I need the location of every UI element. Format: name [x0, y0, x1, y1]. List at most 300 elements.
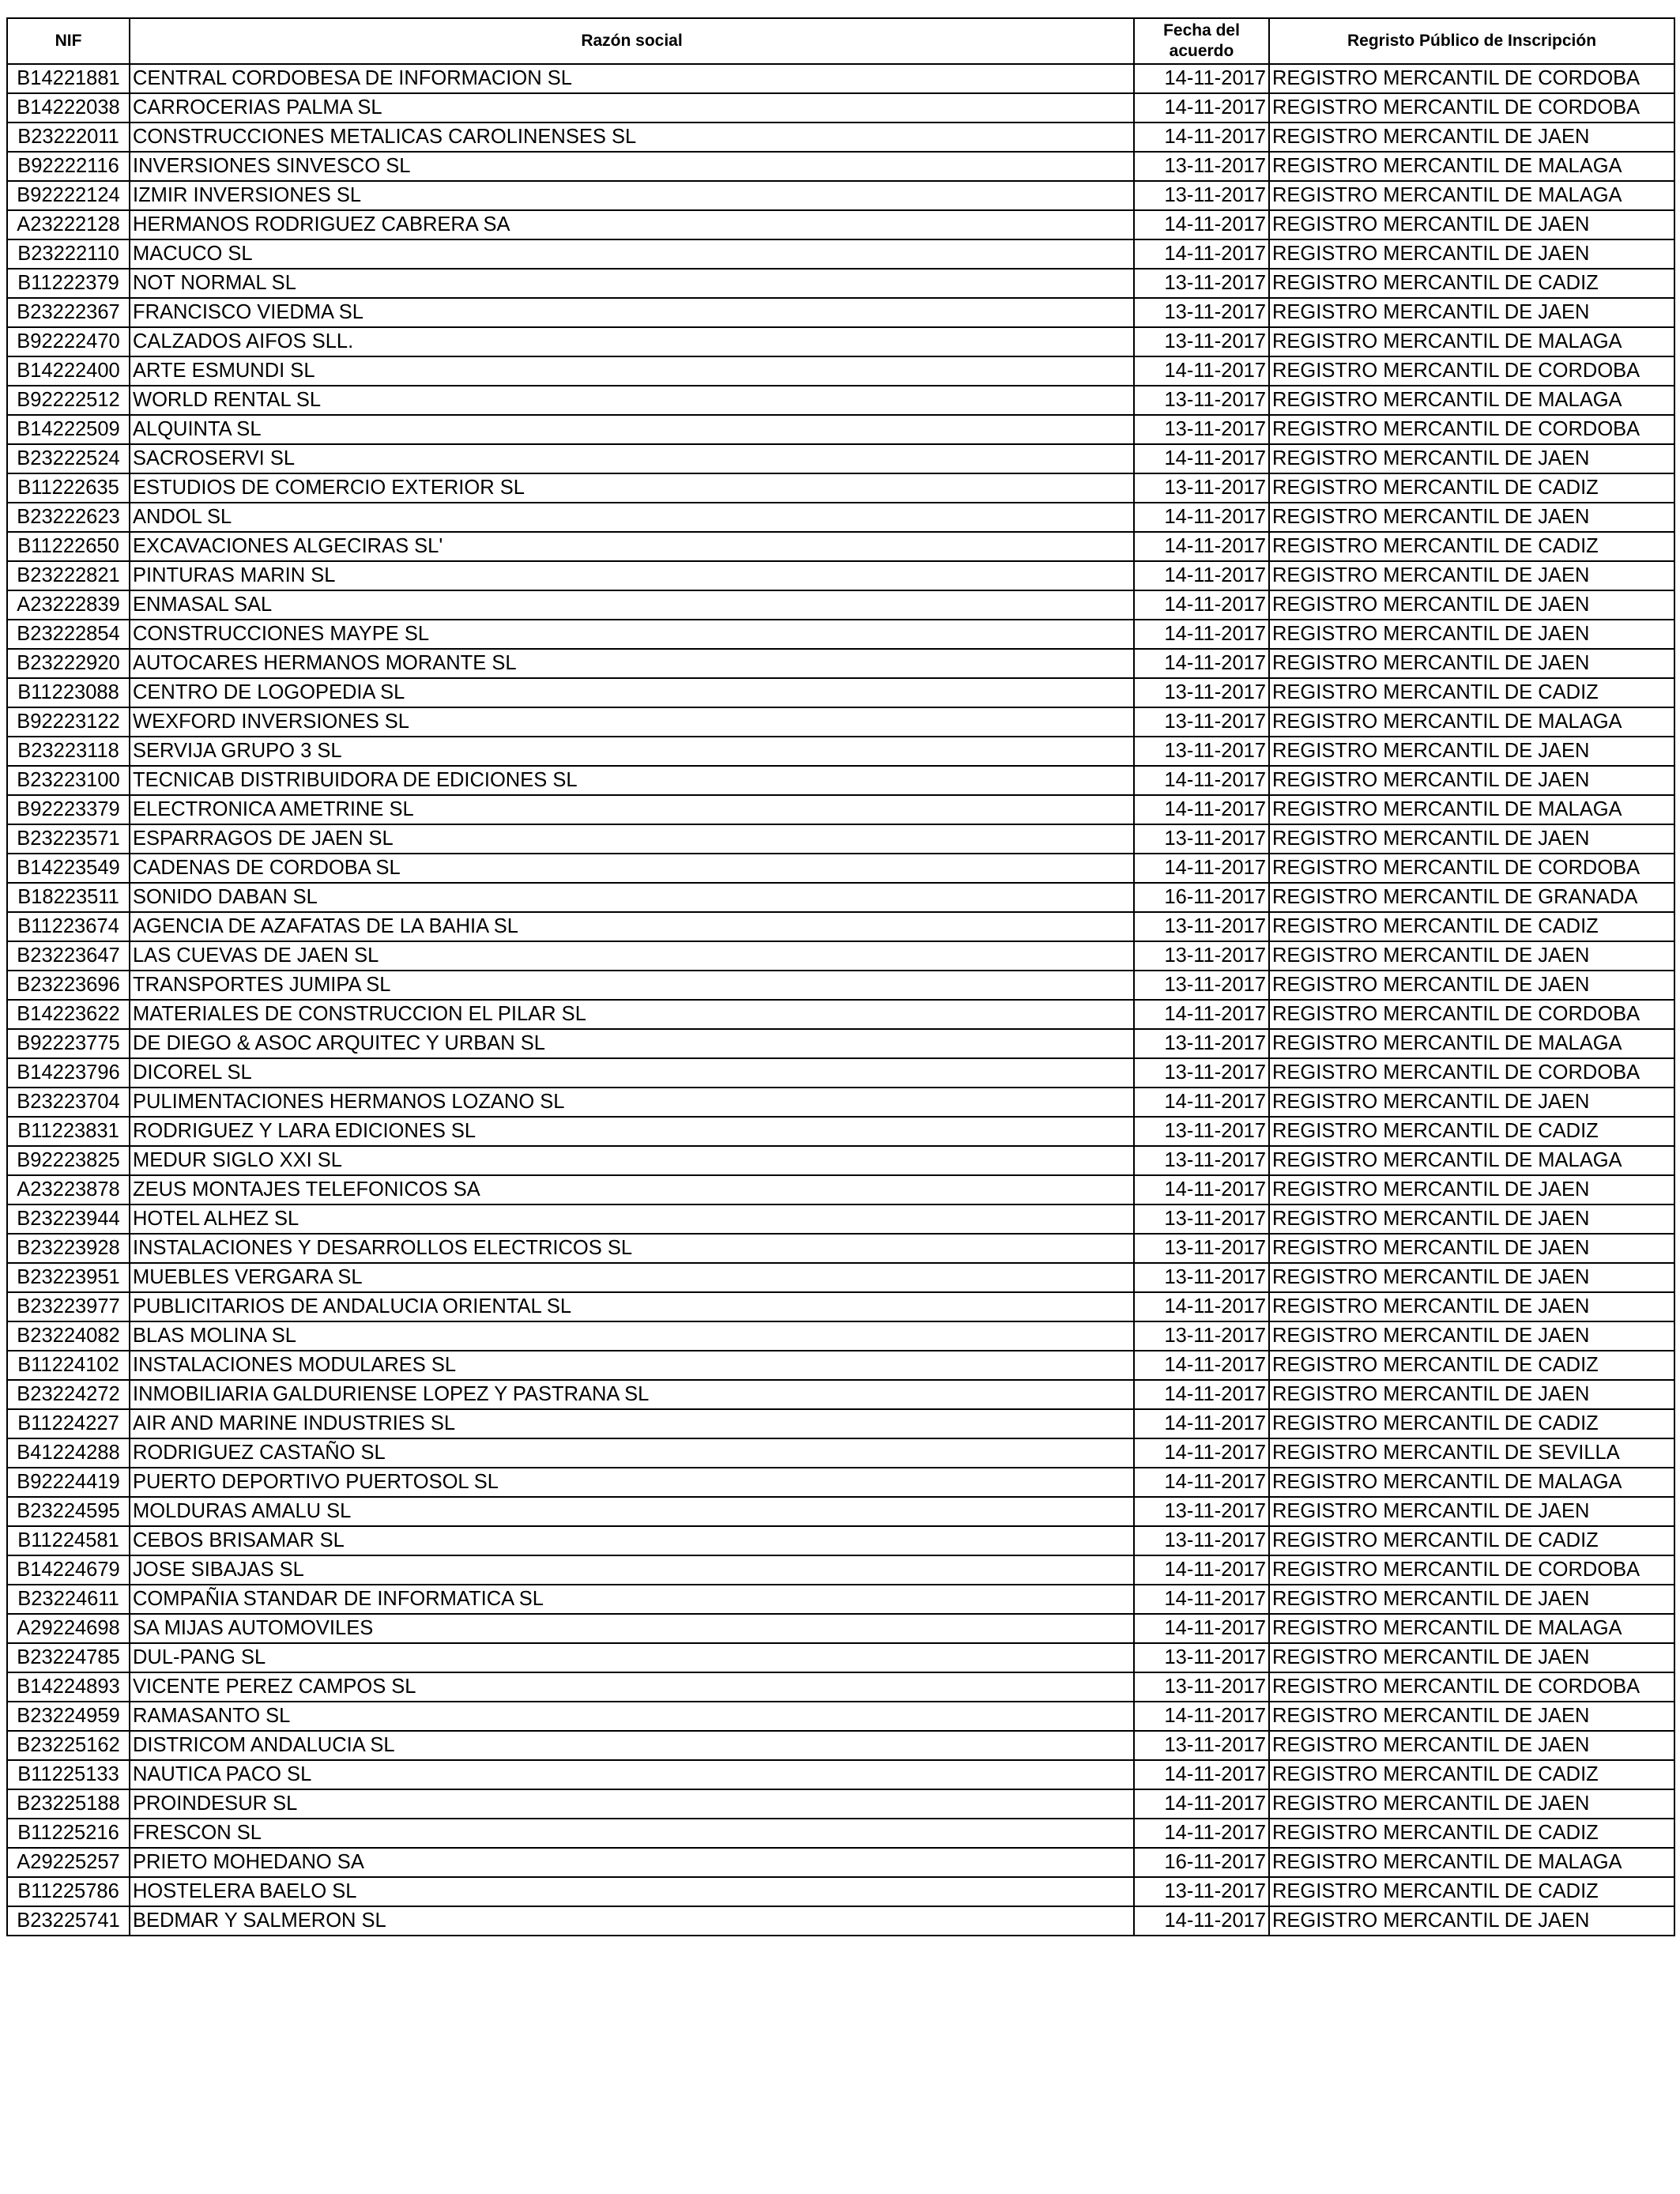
cell-razon-social: ANDOL SL: [130, 503, 1134, 532]
cell-registro: REGISTRO MERCANTIL DE CORDOBA: [1269, 1555, 1674, 1585]
table-row: [7, 152, 1674, 181]
cell-fecha: 14-11-2017: [1134, 93, 1269, 123]
table-row: [7, 1204, 1674, 1234]
table-row: [7, 590, 1674, 620]
header-fecha-acuerdo: [1134, 18, 1269, 64]
cell-nif: B92223775: [7, 1029, 130, 1058]
cell-fecha: 14-11-2017: [1134, 1409, 1269, 1438]
table-row: [7, 503, 1674, 532]
cell-razon-social: DISTRICOM ANDALUCIA SL: [130, 1731, 1134, 1760]
cell-fecha: 16-11-2017: [1134, 1848, 1269, 1877]
cell-razon-social: WORLD RENTAL SL: [130, 386, 1134, 415]
table-row: [7, 1672, 1674, 1702]
cell-registro: REGISTRO MERCANTIL DE MALAGA: [1269, 152, 1674, 181]
cell-nif: B23224959: [7, 1702, 130, 1731]
cell-registro: REGISTRO MERCANTIL DE JAEN: [1269, 620, 1674, 649]
header-row: [7, 18, 1674, 64]
cell-registro: REGISTRO MERCANTIL DE JAEN: [1269, 1906, 1674, 1936]
cell-registro: REGISTRO MERCANTIL DE JAEN: [1269, 1204, 1674, 1234]
cell-razon-social: ARTE ESMUNDI SL: [130, 356, 1134, 386]
cell-registro: REGISTRO MERCANTIL DE JAEN: [1269, 1731, 1674, 1760]
cell-razon-social: CENTRAL CORDOBESA DE INFORMACION SL: [130, 64, 1134, 93]
table-row: [7, 707, 1674, 737]
cell-fecha: 13-11-2017: [1134, 386, 1269, 415]
header-fecha-line2: acuerdo: [1169, 42, 1234, 60]
cell-nif: B92223825: [7, 1146, 130, 1175]
cell-fecha: 14-11-2017: [1134, 1819, 1269, 1848]
cell-registro: REGISTRO MERCANTIL DE CORDOBA: [1269, 64, 1674, 93]
cell-nif: B11222379: [7, 269, 130, 298]
cell-razon-social: SERVIJA GRUPO 3 SL: [130, 737, 1134, 766]
table-row: [7, 1643, 1674, 1672]
cell-registro: REGISTRO MERCANTIL DE JAEN: [1269, 941, 1674, 971]
table-row: [7, 1906, 1674, 1936]
cell-fecha: 13-11-2017: [1134, 1643, 1269, 1672]
cell-fecha: 14-11-2017: [1134, 1175, 1269, 1204]
table-row: [7, 561, 1674, 590]
table-row: [7, 971, 1674, 1000]
cell-nif: B11225786: [7, 1877, 130, 1906]
cell-razon-social: RODRIGUEZ CASTAÑO SL: [130, 1438, 1134, 1468]
cell-registro: REGISTRO MERCANTIL DE CADIZ: [1269, 912, 1674, 941]
cell-registro: REGISTRO MERCANTIL DE CORDOBA: [1269, 415, 1674, 444]
cell-nif: B23225188: [7, 1789, 130, 1819]
cell-registro: REGISTRO MERCANTIL DE CADIZ: [1269, 1117, 1674, 1146]
cell-nif: B14223549: [7, 854, 130, 883]
cell-nif: B23223571: [7, 824, 130, 854]
cell-nif: B23224272: [7, 1380, 130, 1409]
cell-registro: REGISTRO MERCANTIL DE JAEN: [1269, 1380, 1674, 1409]
cell-fecha: 13-11-2017: [1134, 1204, 1269, 1234]
cell-fecha: 13-11-2017: [1134, 1497, 1269, 1526]
cell-fecha: 13-11-2017: [1134, 678, 1269, 707]
cell-nif: A29224698: [7, 1614, 130, 1643]
cell-nif: B23223977: [7, 1292, 130, 1321]
cell-fecha: 13-11-2017: [1134, 912, 1269, 941]
cell-fecha: 13-11-2017: [1134, 415, 1269, 444]
table-row: [7, 1760, 1674, 1789]
cell-registro: REGISTRO MERCANTIL DE JAEN: [1269, 444, 1674, 473]
cell-fecha: 13-11-2017: [1134, 298, 1269, 327]
cell-nif: B11225133: [7, 1760, 130, 1789]
cell-razon-social: CENTRO DE LOGOPEDIA SL: [130, 678, 1134, 707]
table-row: [7, 737, 1674, 766]
cell-registro: REGISTRO MERCANTIL DE CORDOBA: [1269, 93, 1674, 123]
cell-registro: REGISTRO MERCANTIL DE SEVILLA: [1269, 1438, 1674, 1468]
cell-fecha: 13-11-2017: [1134, 1263, 1269, 1292]
table-row: [7, 1058, 1674, 1088]
cell-fecha: 14-11-2017: [1134, 1438, 1269, 1468]
header-fecha-line1: Fecha del: [1163, 21, 1240, 40]
cell-nif: B41224288: [7, 1438, 130, 1468]
cell-razon-social: ZEUS MONTAJES TELEFONICOS SA: [130, 1175, 1134, 1204]
cell-nif: B23222110: [7, 239, 130, 269]
cell-razon-social: CONSTRUCCIONES MAYPE SL: [130, 620, 1134, 649]
cell-razon-social: SACROSERVI SL: [130, 444, 1134, 473]
cell-fecha: 14-11-2017: [1134, 239, 1269, 269]
cell-registro: REGISTRO MERCANTIL DE MALAGA: [1269, 1468, 1674, 1497]
cell-razon-social: JOSE SIBAJAS SL: [130, 1555, 1134, 1585]
table-row: [7, 356, 1674, 386]
cell-registro: REGISTRO MERCANTIL DE MALAGA: [1269, 707, 1674, 737]
cell-fecha: 14-11-2017: [1134, 1468, 1269, 1497]
cell-razon-social: VICENTE PEREZ CAMPOS SL: [130, 1672, 1134, 1702]
cell-razon-social: CEBOS BRISAMAR SL: [130, 1526, 1134, 1555]
cell-fecha: 13-11-2017: [1134, 1146, 1269, 1175]
cell-nif: B92224419: [7, 1468, 130, 1497]
cell-fecha: 13-11-2017: [1134, 1877, 1269, 1906]
cell-fecha: 14-11-2017: [1134, 64, 1269, 93]
table-row: [7, 1263, 1674, 1292]
table-row: [7, 649, 1674, 678]
cell-fecha: 13-11-2017: [1134, 1731, 1269, 1760]
cell-razon-social: HOTEL ALHEZ SL: [130, 1204, 1134, 1234]
table-row: [7, 620, 1674, 649]
cell-fecha: 14-11-2017: [1134, 123, 1269, 152]
cell-fecha: 14-11-2017: [1134, 444, 1269, 473]
cell-nif: B23222821: [7, 561, 130, 590]
cell-razon-social: FRANCISCO VIEDMA SL: [130, 298, 1134, 327]
cell-nif: B23222367: [7, 298, 130, 327]
table-row: [7, 912, 1674, 941]
cell-registro: REGISTRO MERCANTIL DE JAEN: [1269, 1088, 1674, 1117]
cell-registro: REGISTRO MERCANTIL DE CADIZ: [1269, 1819, 1674, 1848]
cell-registro: REGISTRO MERCANTIL DE JAEN: [1269, 1497, 1674, 1526]
cell-registro: REGISTRO MERCANTIL DE JAEN: [1269, 1585, 1674, 1614]
cell-razon-social: CADENAS DE CORDOBA SL: [130, 854, 1134, 883]
cell-razon-social: HOSTELERA BAELO SL: [130, 1877, 1134, 1906]
table-row: [7, 1380, 1674, 1409]
cell-fecha: 13-11-2017: [1134, 824, 1269, 854]
cell-razon-social: AUTOCARES HERMANOS MORANTE SL: [130, 649, 1134, 678]
cell-razon-social: INVERSIONES SINVESCO SL: [130, 152, 1134, 181]
cell-nif: B14222509: [7, 415, 130, 444]
table-row: [7, 678, 1674, 707]
table-row: [7, 1175, 1674, 1204]
cell-razon-social: AGENCIA DE AZAFATAS DE LA BAHIA SL: [130, 912, 1134, 941]
cell-razon-social: BEDMAR Y SALMERON SL: [130, 1906, 1134, 1936]
cell-nif: B23223118: [7, 737, 130, 766]
table-row: [7, 1468, 1674, 1497]
table-row: [7, 1731, 1674, 1760]
cell-nif: B23223704: [7, 1088, 130, 1117]
table-row: [7, 1497, 1674, 1526]
cell-nif: B14224893: [7, 1672, 130, 1702]
cell-nif: B14224679: [7, 1555, 130, 1585]
cell-registro: REGISTRO MERCANTIL DE CADIZ: [1269, 1351, 1674, 1380]
cell-razon-social: MUEBLES VERGARA SL: [130, 1263, 1134, 1292]
cell-registro: REGISTRO MERCANTIL DE JAEN: [1269, 649, 1674, 678]
cell-registro: REGISTRO MERCANTIL DE MALAGA: [1269, 795, 1674, 824]
table-row: [7, 795, 1674, 824]
cell-fecha: 14-11-2017: [1134, 1702, 1269, 1731]
table-row: [7, 1555, 1674, 1585]
cell-razon-social: RAMASANTO SL: [130, 1702, 1134, 1731]
registry-table: [6, 17, 1675, 1936]
table-body: [7, 64, 1674, 1936]
cell-registro: REGISTRO MERCANTIL DE JAEN: [1269, 1292, 1674, 1321]
cell-razon-social: IZMIR INVERSIONES SL: [130, 181, 1134, 210]
table-row: [7, 1819, 1674, 1848]
header-razon-social: Razón social: [130, 18, 1134, 64]
cell-razon-social: INSTALACIONES Y DESARROLLOS ELECTRICOS SL: [130, 1234, 1134, 1263]
cell-razon-social: TRANSPORTES JUMIPA SL: [130, 971, 1134, 1000]
cell-razon-social: MEDUR SIGLO XXI SL: [130, 1146, 1134, 1175]
table-row: [7, 941, 1674, 971]
cell-registro: REGISTRO MERCANTIL DE CORDOBA: [1269, 854, 1674, 883]
header-nif: NIF: [7, 18, 130, 64]
cell-registro: REGISTRO MERCANTIL DE JAEN: [1269, 1234, 1674, 1263]
cell-razon-social: MATERIALES DE CONSTRUCCION EL PILAR SL: [130, 1000, 1134, 1029]
table-row: [7, 1321, 1674, 1351]
cell-nif: B23224785: [7, 1643, 130, 1672]
cell-fecha: 14-11-2017: [1134, 649, 1269, 678]
cell-fecha: 13-11-2017: [1134, 1117, 1269, 1146]
cell-registro: REGISTRO MERCANTIL DE CADIZ: [1269, 1760, 1674, 1789]
cell-nif: B23222623: [7, 503, 130, 532]
cell-razon-social: DUL-PANG SL: [130, 1643, 1134, 1672]
cell-fecha: 14-11-2017: [1134, 356, 1269, 386]
cell-registro: REGISTRO MERCANTIL DE CADIZ: [1269, 678, 1674, 707]
table-row: [7, 473, 1674, 503]
cell-razon-social: COMPAÑIA STANDAR DE INFORMATICA SL: [130, 1585, 1134, 1614]
cell-fecha: 13-11-2017: [1134, 1058, 1269, 1088]
table-row: [7, 210, 1674, 239]
cell-razon-social: DICOREL SL: [130, 1058, 1134, 1088]
cell-registro: REGISTRO MERCANTIL DE MALAGA: [1269, 181, 1674, 210]
cell-registro: REGISTRO MERCANTIL DE CADIZ: [1269, 473, 1674, 503]
cell-razon-social: PROINDESUR SL: [130, 1789, 1134, 1819]
cell-registro: REGISTRO MERCANTIL DE CORDOBA: [1269, 356, 1674, 386]
table-row: [7, 93, 1674, 123]
cell-registro: REGISTRO MERCANTIL DE JAEN: [1269, 298, 1674, 327]
cell-nif: B23223928: [7, 1234, 130, 1263]
table-row: [7, 1234, 1674, 1263]
cell-razon-social: ALQUINTA SL: [130, 415, 1134, 444]
cell-fecha: 13-11-2017: [1134, 737, 1269, 766]
cell-registro: REGISTRO MERCANTIL DE JAEN: [1269, 1789, 1674, 1819]
cell-registro: REGISTRO MERCANTIL DE CADIZ: [1269, 1526, 1674, 1555]
cell-fecha: 13-11-2017: [1134, 327, 1269, 356]
cell-fecha: 14-11-2017: [1134, 1614, 1269, 1643]
cell-fecha: 14-11-2017: [1134, 1789, 1269, 1819]
cell-fecha: 14-11-2017: [1134, 620, 1269, 649]
cell-razon-social: CARROCERIAS PALMA SL: [130, 93, 1134, 123]
cell-nif: B92222116: [7, 152, 130, 181]
cell-registro: REGISTRO MERCANTIL DE JAEN: [1269, 1702, 1674, 1731]
cell-nif: B23225741: [7, 1906, 130, 1936]
cell-razon-social: NOT NORMAL SL: [130, 269, 1134, 298]
cell-razon-social: FRESCON SL: [130, 1819, 1134, 1848]
cell-nif: B23224082: [7, 1321, 130, 1351]
cell-fecha: 14-11-2017: [1134, 795, 1269, 824]
cell-nif: B23222920: [7, 649, 130, 678]
cell-nif: B92222470: [7, 327, 130, 356]
table-row: [7, 1292, 1674, 1321]
table-row: [7, 824, 1674, 854]
cell-nif: B11224581: [7, 1526, 130, 1555]
cell-razon-social: PUERTO DEPORTIVO PUERTOSOL SL: [130, 1468, 1134, 1497]
cell-razon-social: PRIETO MOHEDANO SA: [130, 1848, 1134, 1877]
cell-nif: B11225216: [7, 1819, 130, 1848]
header-registro: Regristo Público de Inscripción: [1269, 18, 1674, 64]
cell-nif: B23222854: [7, 620, 130, 649]
table-row: [7, 269, 1674, 298]
cell-nif: B92223379: [7, 795, 130, 824]
table-row: [7, 532, 1674, 561]
cell-fecha: 13-11-2017: [1134, 1672, 1269, 1702]
cell-nif: B23223100: [7, 766, 130, 795]
table-row: [7, 1614, 1674, 1643]
cell-registro: REGISTRO MERCANTIL DE MALAGA: [1269, 386, 1674, 415]
cell-registro: REGISTRO MERCANTIL DE CADIZ: [1269, 1409, 1674, 1438]
table-row: [7, 327, 1674, 356]
table-row: [7, 1438, 1674, 1468]
cell-nif: B92222512: [7, 386, 130, 415]
cell-nif: A23223878: [7, 1175, 130, 1204]
cell-nif: B11224227: [7, 1409, 130, 1438]
cell-nif: B23223647: [7, 941, 130, 971]
table-row: [7, 181, 1674, 210]
cell-registro: REGISTRO MERCANTIL DE CORDOBA: [1269, 1058, 1674, 1088]
table-row: [7, 123, 1674, 152]
cell-fecha: 14-11-2017: [1134, 1906, 1269, 1936]
cell-nif: B11223674: [7, 912, 130, 941]
cell-fecha: 14-11-2017: [1134, 766, 1269, 795]
cell-nif: B14222400: [7, 356, 130, 386]
cell-razon-social: PINTURAS MARIN SL: [130, 561, 1134, 590]
cell-registro: REGISTRO MERCANTIL DE JAEN: [1269, 971, 1674, 1000]
cell-registro: REGISTRO MERCANTIL DE JAEN: [1269, 1321, 1674, 1351]
cell-fecha: 14-11-2017: [1134, 503, 1269, 532]
table-row: [7, 1702, 1674, 1731]
cell-nif: B92223122: [7, 707, 130, 737]
cell-fecha: 13-11-2017: [1134, 152, 1269, 181]
table-row: [7, 883, 1674, 912]
cell-fecha: 13-11-2017: [1134, 971, 1269, 1000]
cell-registro: REGISTRO MERCANTIL DE MALAGA: [1269, 1029, 1674, 1058]
cell-razon-social: EXCAVACIONES ALGECIRAS SL': [130, 532, 1134, 561]
cell-fecha: 16-11-2017: [1134, 883, 1269, 912]
cell-registro: REGISTRO MERCANTIL DE JAEN: [1269, 737, 1674, 766]
cell-registro: REGISTRO MERCANTIL DE JAEN: [1269, 239, 1674, 269]
table-row: [7, 1146, 1674, 1175]
cell-fecha: 13-11-2017: [1134, 941, 1269, 971]
cell-razon-social: ENMASAL SAL: [130, 590, 1134, 620]
cell-registro: REGISTRO MERCANTIL DE JAEN: [1269, 210, 1674, 239]
cell-fecha: 13-11-2017: [1134, 181, 1269, 210]
cell-razon-social: AIR AND MARINE INDUSTRIES SL: [130, 1409, 1134, 1438]
cell-fecha: 14-11-2017: [1134, 532, 1269, 561]
cell-registro: REGISTRO MERCANTIL DE JAEN: [1269, 824, 1674, 854]
cell-razon-social: ESTUDIOS DE COMERCIO EXTERIOR SL: [130, 473, 1134, 503]
cell-nif: B92222124: [7, 181, 130, 210]
cell-razon-social: DE DIEGO & ASOC ARQUITEC Y URBAN SL: [130, 1029, 1134, 1058]
cell-nif: B11223831: [7, 1117, 130, 1146]
table-row: [7, 1526, 1674, 1555]
cell-nif: B23224611: [7, 1585, 130, 1614]
cell-registro: REGISTRO MERCANTIL DE JAEN: [1269, 561, 1674, 590]
cell-registro: REGISTRO MERCANTIL DE CORDOBA: [1269, 1000, 1674, 1029]
cell-razon-social: BLAS MOLINA SL: [130, 1321, 1134, 1351]
cell-fecha: 13-11-2017: [1134, 1526, 1269, 1555]
cell-razon-social: RODRIGUEZ Y LARA EDICIONES SL: [130, 1117, 1134, 1146]
cell-fecha: 14-11-2017: [1134, 1555, 1269, 1585]
cell-nif: A23222839: [7, 590, 130, 620]
table-row: [7, 1877, 1674, 1906]
table-row: [7, 854, 1674, 883]
cell-fecha: 14-11-2017: [1134, 1000, 1269, 1029]
cell-nif: A23222128: [7, 210, 130, 239]
table-row: [7, 1789, 1674, 1819]
cell-nif: B23224595: [7, 1497, 130, 1526]
table-row: [7, 1351, 1674, 1380]
cell-nif: B23223944: [7, 1204, 130, 1234]
cell-registro: REGISTRO MERCANTIL DE JAEN: [1269, 123, 1674, 152]
table-row: [7, 1088, 1674, 1117]
cell-fecha: 14-11-2017: [1134, 1088, 1269, 1117]
cell-fecha: 13-11-2017: [1134, 1321, 1269, 1351]
table-row: [7, 415, 1674, 444]
cell-razon-social: CALZADOS AIFOS SLL.: [130, 327, 1134, 356]
cell-razon-social: INMOBILIARIA GALDURIENSE LOPEZ Y PASTRANA SL: [130, 1380, 1134, 1409]
cell-fecha: 14-11-2017: [1134, 854, 1269, 883]
table-row: [7, 766, 1674, 795]
cell-nif: B23223951: [7, 1263, 130, 1292]
table-row: [7, 1000, 1674, 1029]
cell-razon-social: NAUTICA PACO SL: [130, 1760, 1134, 1789]
table-row: [7, 1117, 1674, 1146]
cell-razon-social: MACUCO SL: [130, 239, 1134, 269]
cell-registro: REGISTRO MERCANTIL DE MALAGA: [1269, 327, 1674, 356]
cell-registro: REGISTRO MERCANTIL DE CORDOBA: [1269, 1672, 1674, 1702]
cell-nif: B23222524: [7, 444, 130, 473]
table-row: [7, 1409, 1674, 1438]
table-row: [7, 1585, 1674, 1614]
cell-fecha: 14-11-2017: [1134, 1351, 1269, 1380]
table-row: [7, 298, 1674, 327]
cell-registro: REGISTRO MERCANTIL DE CADIZ: [1269, 532, 1674, 561]
cell-registro: REGISTRO MERCANTIL DE MALAGA: [1269, 1614, 1674, 1643]
cell-nif: B11224102: [7, 1351, 130, 1380]
cell-razon-social: WEXFORD INVERSIONES SL: [130, 707, 1134, 737]
cell-nif: B14223622: [7, 1000, 130, 1029]
cell-razon-social: MOLDURAS AMALU SL: [130, 1497, 1134, 1526]
cell-registro: REGISTRO MERCANTIL DE GRANADA: [1269, 883, 1674, 912]
cell-nif: B11222650: [7, 532, 130, 561]
cell-razon-social: PUBLICITARIOS DE ANDALUCIA ORIENTAL SL: [130, 1292, 1134, 1321]
cell-razon-social: PULIMENTACIONES HERMANOS LOZANO SL: [130, 1088, 1134, 1117]
cell-razon-social: TECNICAB DISTRIBUIDORA DE EDICIONES SL: [130, 766, 1134, 795]
table-row: [7, 64, 1674, 93]
cell-nif: B11223088: [7, 678, 130, 707]
cell-registro: REGISTRO MERCANTIL DE JAEN: [1269, 1263, 1674, 1292]
cell-nif: B14222038: [7, 93, 130, 123]
cell-razon-social: ESPARRAGOS DE JAEN SL: [130, 824, 1134, 854]
cell-registro: REGISTRO MERCANTIL DE CADIZ: [1269, 1877, 1674, 1906]
cell-razon-social: INSTALACIONES MODULARES SL: [130, 1351, 1134, 1380]
cell-registro: REGISTRO MERCANTIL DE MALAGA: [1269, 1848, 1674, 1877]
cell-nif: B14223796: [7, 1058, 130, 1088]
cell-razon-social: LAS CUEVAS DE JAEN SL: [130, 941, 1134, 971]
cell-razon-social: SONIDO DABAN SL: [130, 883, 1134, 912]
cell-registro: REGISTRO MERCANTIL DE CADIZ: [1269, 269, 1674, 298]
cell-razon-social: CONSTRUCCIONES METALICAS CAROLINENSES SL: [130, 123, 1134, 152]
cell-nif: B23222011: [7, 123, 130, 152]
table-row: [7, 1848, 1674, 1877]
cell-nif: B11222635: [7, 473, 130, 503]
cell-fecha: 14-11-2017: [1134, 561, 1269, 590]
